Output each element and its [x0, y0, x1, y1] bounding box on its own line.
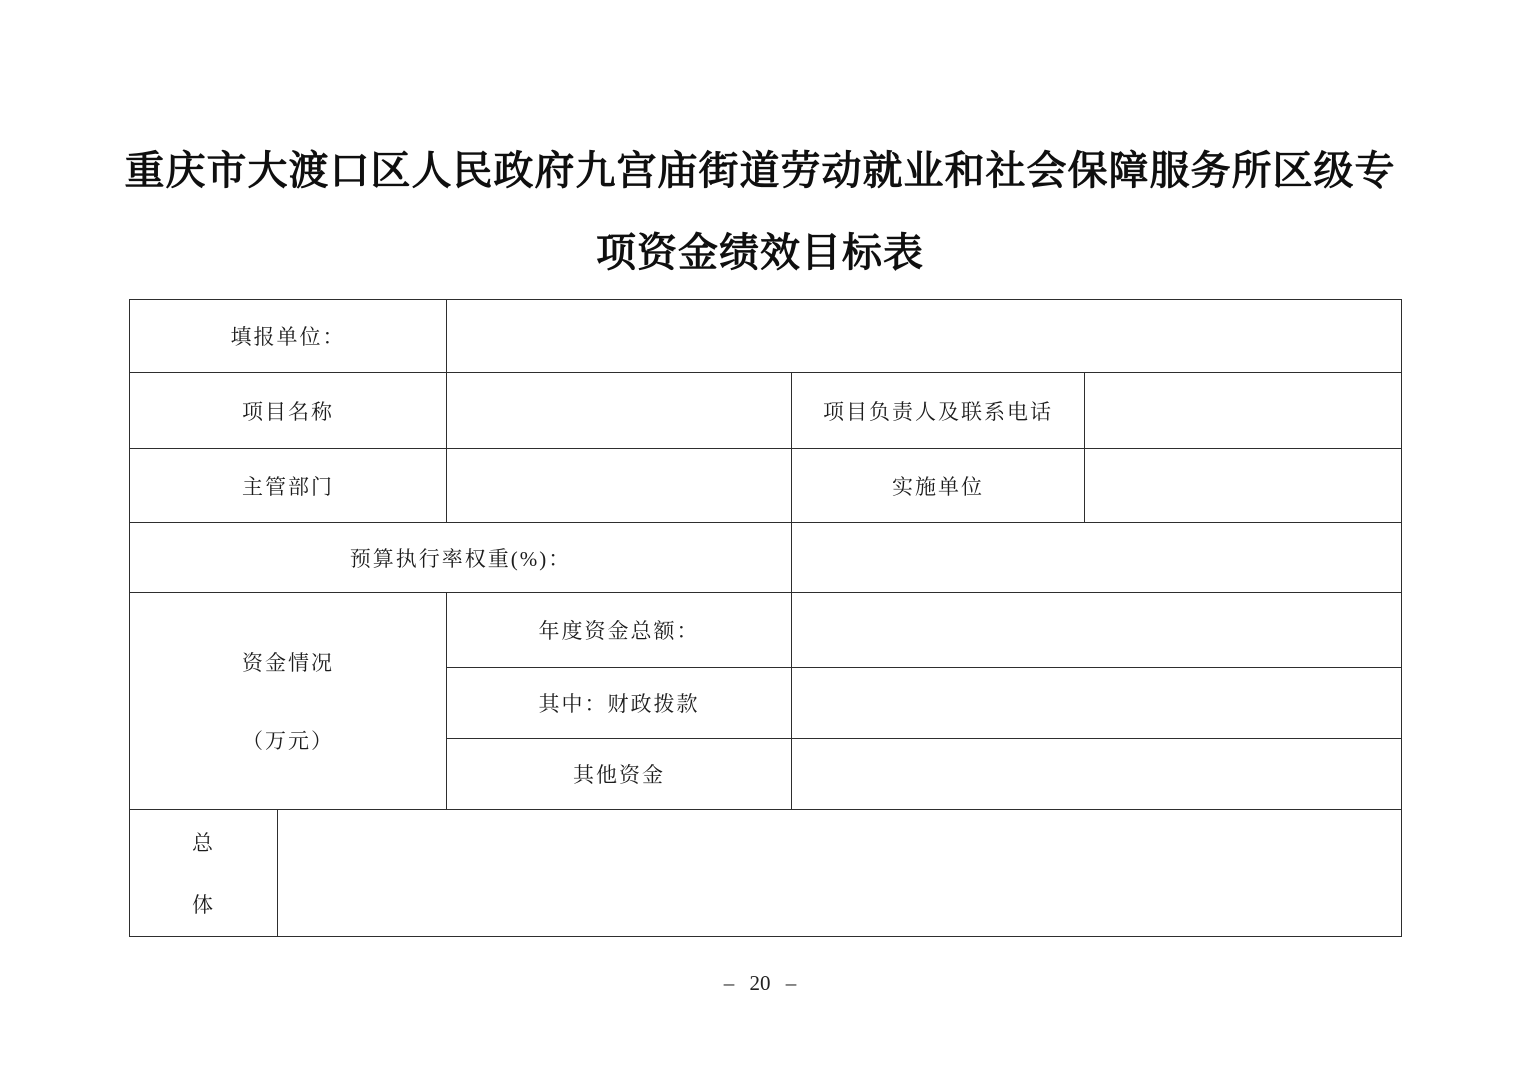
fill-unit-label-cell: 填报单位：: [130, 300, 447, 373]
funds-group-label-line2: （万元）: [242, 729, 334, 753]
project-leader-value-cell: [1085, 373, 1402, 449]
department-label-cell: 主管部门: [130, 449, 447, 523]
funds-group-label-cell: [130, 593, 447, 810]
table-row: [130, 810, 1402, 937]
page-title-line2: 项资金绩效目标表: [596, 230, 924, 275]
funds-group-label-line1: 资金情况: [242, 651, 334, 675]
overall-label-cell: [130, 810, 278, 937]
page-number: – 20 –: [723, 971, 797, 995]
overall-label-char2: 体: [192, 893, 215, 917]
fiscal-allocation-label-cell: 其中：财政拨款: [447, 668, 792, 739]
funds-group-label: [130, 647, 446, 755]
page-title-line1: 重庆市大渡口区人民政府九宫庙街道劳动就业和社会保障服务所区级专: [124, 148, 1396, 193]
project-name-label-cell: 项目名称: [130, 373, 447, 449]
annual-total-value-cell: [792, 593, 1402, 668]
overall-label: [130, 827, 277, 919]
table-row: [130, 449, 1402, 523]
table-row: [130, 523, 1402, 593]
performance-target-table: [129, 299, 1402, 937]
budget-weight-label-cell: 预算执行率权重(%)：: [130, 523, 792, 593]
project-leader-label-cell: 项目负责人及联系电话: [792, 373, 1085, 449]
project-name-value-cell: [447, 373, 792, 449]
other-funds-value-cell: [792, 739, 1402, 810]
department-value-cell: [447, 449, 792, 523]
fiscal-allocation-value-cell: [792, 668, 1402, 739]
table-row: [130, 373, 1402, 449]
annual-total-label-cell: 年度资金总额：: [447, 593, 792, 668]
table-row: [130, 300, 1402, 373]
overall-label-char1: 总: [192, 831, 215, 855]
implement-unit-value-cell: [1085, 449, 1402, 523]
other-funds-label-cell: 其他资金: [447, 739, 792, 810]
page-title: [60, 130, 1460, 294]
fill-unit-value-cell: [447, 300, 1402, 373]
table-row: [130, 593, 1402, 668]
overall-value-cell: [278, 810, 1402, 937]
budget-weight-value-cell: [792, 523, 1402, 593]
implement-unit-label-cell: 实施单位: [792, 449, 1085, 523]
